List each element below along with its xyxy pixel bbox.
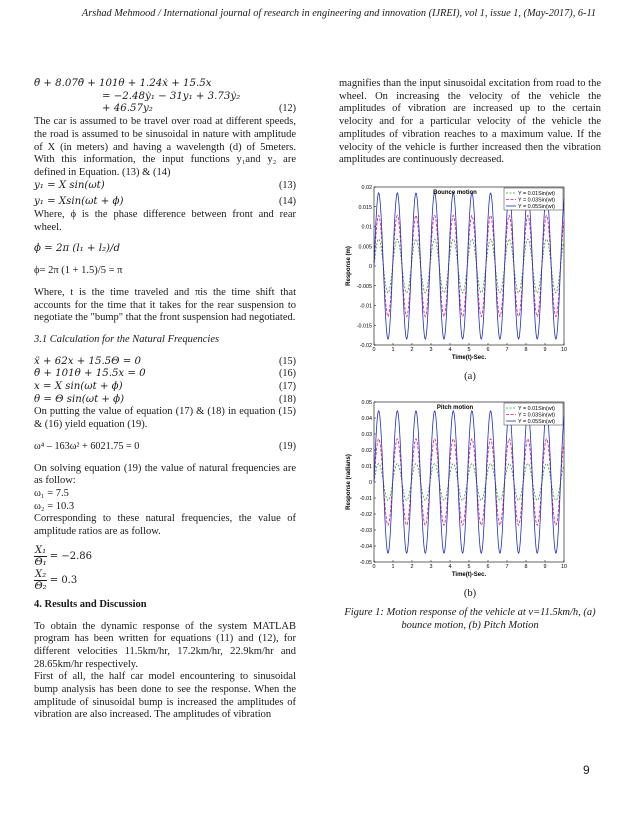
eq13-number: (13) [279,179,296,191]
figure-caption: Figure 1: Motion response of the vehicle at v=11.5km/h, (a) bounce motion, (b) Pitch Motion [344,607,596,631]
eq12-part-c: + 46.57y₂ [102,103,153,115]
x-tick-label: 2 [410,347,414,353]
equation-12-line2 [34,91,296,104]
paragraph-velocity-effect: magnifies than the input sinusoidal excitation from road to the wheel. On increasing the velocity of the vehicle the amplitudes of vibration are increased up to the certain velocity and for a particular velocity of the vehicle the amplitudes of vibration reaches to a maximum value. If the velocity of the vehicle is further increased then the vibration amplitudes are continuously decreased. [339,78,601,166]
eq16-number: (16) [279,368,296,380]
x-tick-label: 7 [505,564,509,570]
eq19-number: (19) [279,440,296,452]
eq17-number: (17) [279,381,296,393]
y-tick-label: 0.01 [361,464,372,470]
eq-phi-body: ϕ = 2π (l₁ + l₂)/d [34,243,120,255]
paragraph-phase-difference: Where, ϕ is the phase difference between front and rear wheel. [34,209,296,233]
eq13-body: y₁ = X sin(ωt) [34,179,105,191]
x-axis-label: Time(t)-Sec. [451,572,487,578]
paragraph-matlab: To obtain the dynamic response of the system MATLAB program has been written for equations (11) and (12), for different velocities 11.5km/hr, 17.2km/hr, 22.9km/hr and 28.65km/hr respectively. [34,620,296,670]
ratio-1-denominator: Θ₁ [34,556,47,568]
paragraph-road-assumption: The car is assumed to be travel over road at different speeds, the road is assumed to be sinusoidal in nature with amplitude of X (in meters) and having a wavelength (d) of 5meters. With this information, the input functions y₁and y₂ are defined in Equation. (13) & (14) [34,116,296,178]
equation-16 [34,368,296,381]
equation-13 [34,180,296,193]
eq18-number: (18) [279,393,296,405]
eq17-body: x = X sin(ωt + ϕ) [34,381,123,393]
x-tick-label: 7 [505,347,509,353]
eq15-body: ẍ + 62x + 15.5Θ = 0 [34,355,142,367]
omega-1-value: ω₁ = 7.5 [34,487,69,499]
eq12-part-a: θ̈ + 8.07θ̇ + 101θ + 1.24ẋ + 15.5x [34,78,212,89]
x-tick-label: 0 [372,564,376,570]
x-tick-label: 4 [448,347,452,353]
section-3-1-heading: 3.1 Calculation for the Natural Frequencies [34,333,220,345]
eq12-number: (12) [279,103,296,115]
x-axis-label: Time(t)-Sec. [451,355,487,361]
ratio-2-denominator: Θ₂ [34,580,47,592]
y-tick-label: 0.005 [358,244,372,251]
paragraph-natural-frequencies: On solving equation (19) the value of natural frequencies are as follow: [34,462,296,487]
x-tick-label: 1 [391,347,395,353]
paragraph-half-car: First of all, the half car model encountering to sinusoidal bump analysis has been done to see the response. When the amplitude of sinusoidal bump is increased the amplitudes of vibration are also increased. The amplitudes of vibration [34,671,296,721]
x-tick-label: 5 [467,347,471,353]
x-tick-label: 10 [561,347,567,353]
legend-label-3: Y = 0.05Sin(wt) [518,418,555,425]
y-tick-label: 0.03 [361,432,372,438]
y-tick-label: -0.02 [359,343,372,349]
paragraph-time-shift: Where, t is the time traveled and πis the time shift that accounts for the time that it takes for the rear suspension to negotiate the "bump" that the front suspension had negotiated. [34,286,296,324]
chart-title: Bounce motion [433,190,477,196]
running-header: Arshad Mehmood / International journal of research in engineering and innovation (IJREI), vol 1, issue 1, (May-2017), 6-11 [81,8,596,19]
figure-label-a: (a) [464,371,476,382]
section-4-heading: 4. Results and Discussion [34,598,147,610]
equation-18 [34,394,296,407]
x-tick-label: 1 [391,564,395,570]
y-tick-label: -0.02 [359,512,372,518]
y-tick-label: -0.01 [359,303,372,310]
paragraph-amplitude-ratios: Corresponding to these natural frequencies, the value of amplitude ratios are as follow. [34,513,296,538]
page-number: 9 [583,763,590,777]
ratio-2-numerator: X₂ [35,568,47,580]
chart-title: Pitch motion [436,405,474,411]
ratio-2-value: = 0.3 [49,574,78,586]
x-tick-label: 3 [429,564,433,570]
eq14-body: y₁ = Xsin(ωt + ϕ) [34,196,124,208]
y-tick-label: -0.05 [359,560,372,566]
eq16-body: θ̈ + 101θ + 15.5x = 0 [34,368,146,380]
x-tick-label: 5 [467,564,471,570]
y-tick-label: 0.05 [361,400,372,406]
y-tick-label: 0.015 [358,204,372,211]
y-axis-label: Response (radians) [346,454,352,510]
legend-label-2: Y = 0.03Sin(wt) [518,412,555,419]
x-tick-label: 9 [543,564,547,570]
y-tick-label: -0.015 [356,323,372,330]
amplitude-ratio-1 [34,545,296,569]
pitch-motion-chart [344,398,570,578]
y-tick-label: -0.03 [359,528,372,534]
equation-14 [34,196,296,209]
x-tick-label: 6 [486,564,490,570]
ratio-1-value: = −2.86 [49,550,92,562]
equation-phi-value: ϕ= 2π (1 + 1.5)/5 = π [34,265,123,277]
x-tick-label: 9 [543,347,547,353]
legend-label-2: Y = 0.03Sin(wt) [518,197,555,204]
x-tick-label: 6 [486,347,490,353]
y-tick-label: 0.01 [361,224,372,231]
x-tick-label: 0 [372,347,376,353]
amplitude-ratio-2 [34,569,296,595]
y-tick-label: 0.02 [361,448,372,454]
x-tick-label: 8 [524,564,528,570]
x-tick-label: 10 [561,564,567,570]
eq19-body: ω⁴ – 163ω² + 6021.75 = 0 [34,440,140,452]
left-column [34,78,296,722]
x-tick-label: 4 [448,564,452,570]
y-axis-label: Response (m) [346,246,352,286]
x-tick-label: 8 [524,347,528,353]
y-tick-label: 0.04 [361,416,372,422]
paragraph-substitution: On putting the value of equation (17) & (18) in equation (15) & (16) yield equation (19). [34,406,296,431]
y-tick-label: 0 [369,264,372,270]
ratio-2-fraction [34,569,47,592]
y-tick-label: -0.01 [359,496,372,502]
eq14-number: (14) [279,196,296,208]
equation-19 [34,441,296,454]
y-tick-label: -0.005 [356,283,372,290]
omega-2-value: ω₂ = 10.3 [34,500,75,512]
eq12-part-b: = −2.48ẏ₁ − 31y₁ + 3.73ẏ₂ [102,90,241,102]
right-column [339,78,601,167]
y-tick-label: 0 [369,480,372,486]
eq18-body: θ = Θ sin(ωt + ϕ) [34,393,125,405]
equation-phi [34,243,296,256]
bounce-motion-chart [344,183,570,361]
ratio-1-fraction [34,545,47,568]
y-tick-label: -0.04 [359,544,372,550]
equation-12-line1 [34,78,296,91]
y-tick-label: 0.02 [361,185,372,191]
legend-label-3: Y = 0.05Sin(wt) [518,203,555,210]
equation-12-line3 [34,103,296,116]
x-tick-label: 3 [429,347,433,353]
ratio-1-numerator: X₁ [35,544,47,556]
figure-label-b: (b) [463,588,477,599]
legend-label-1: Y = 0.01Sin(wt) [518,405,555,412]
eq15-number: (15) [279,355,296,367]
legend-label-1: Y = 0.01Sin(wt) [518,190,555,197]
equation-15 [34,356,296,369]
equation-17 [34,381,296,394]
x-tick-label: 2 [410,564,414,570]
